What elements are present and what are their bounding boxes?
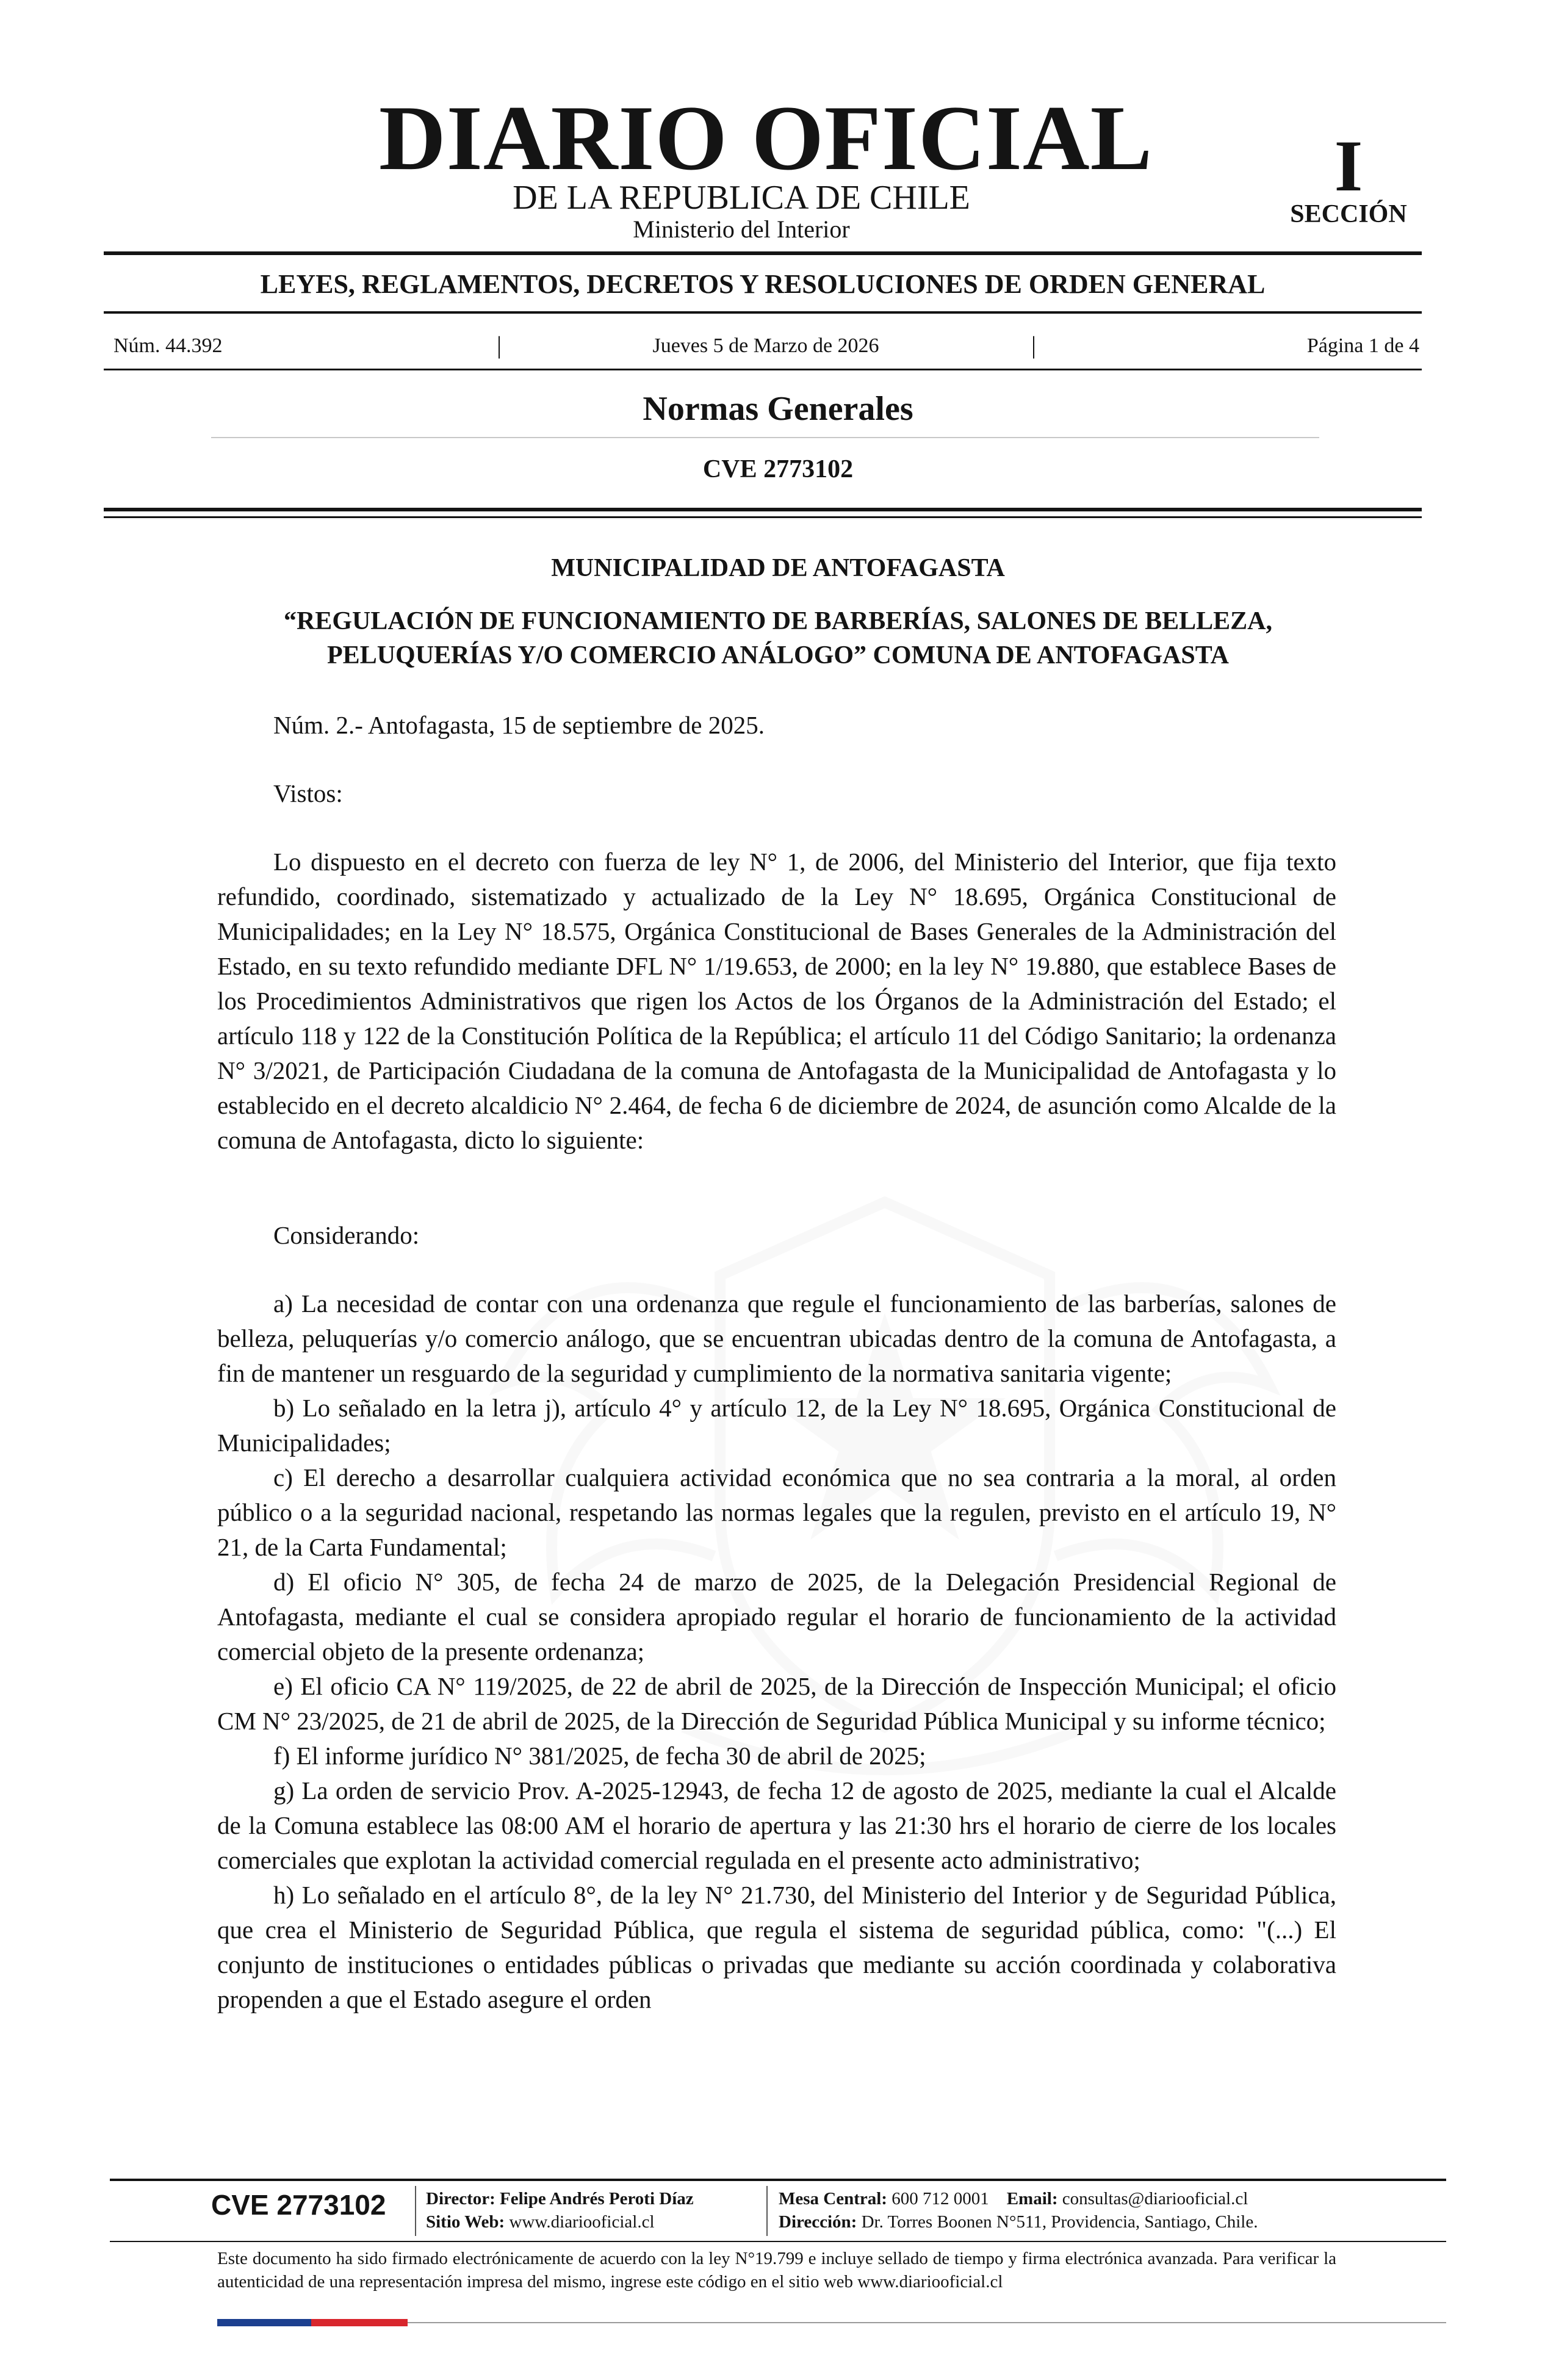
section-label: SECCIÓN: [1290, 200, 1407, 228]
regulation-title-line: PELUQUERÍAS Y/O COMERCIO ANÁLOGO” COMUNA DE ANTOFAGASTA: [327, 641, 1229, 669]
masthead-rule-top: [104, 251, 1422, 255]
email-link[interactable]: consultas@diariooficial.cl: [1062, 2189, 1248, 2209]
vistos-heading: Vistos:: [273, 779, 343, 807]
header-double-rule-top: [104, 508, 1422, 511]
considerando-list: [217, 1286, 1336, 2017]
phone-number: 600 712 0001: [891, 2189, 989, 2209]
section-number: I: [1334, 125, 1363, 206]
masthead-rule-mid: [104, 311, 1422, 314]
masthead-ministry: Ministerio del Interior: [633, 215, 850, 243]
flag-bar-blue: [217, 2319, 311, 2326]
footer-cve-code: CVE 2773102: [211, 2189, 386, 2221]
considerando-item: a) La necesidad de contar con una ordenanza que regule el funcionamiento de las barberías, salones de belleza, peluquerías y/o comercio análogo, que se encuentran ubicadas dentro de la comuna de Antofagasta, a fin de mantener un resguardo de la seguridad y cumplimiento de la normativa sanitaria vigente;: [217, 1289, 1336, 1387]
footer-website: [426, 2210, 655, 2234]
considerando-item: d) El oficio N° 305, de fecha 24 de marzo de 2025, de la Delegación Presidencial Regional de Antofagasta, mediante el cual se considera apropiado regular el horario de funcionamiento de la actividad comercial objeto de la presente ordenanza;: [217, 1568, 1336, 1665]
flag-bar-red: [311, 2319, 408, 2326]
footer-rule-top: [110, 2179, 1446, 2181]
footer-address: [779, 2210, 1258, 2234]
vistos-paragraph: [217, 845, 1336, 1158]
considerando-item: b) Lo señalado en la letra j), artículo 4° y artículo 12, de la Ley N° 18.695, Orgánica Constitucional de Municipalidades;: [217, 1394, 1336, 1457]
band-title: LEYES, REGLAMENTOS, DECRETOS Y RESOLUCIONES DE ORDEN GENERAL: [260, 269, 1266, 299]
considerando-item: h) Lo señalado en el artículo 8°, de la ley N° 21.730, del Ministerio del Interior y de Seguridad Pública, que crea el Ministerio de Seguridad Pública, que regula el sistema de seguridad pública, como: "(...) El conjunto de instituciones o entidades públicas o privadas que mediante su acción coordinada y colaborativa propenden a que el Estado asegure el orden: [217, 1881, 1336, 2013]
header-double-rule-bottom: [104, 516, 1422, 518]
email-label: Email:: [1006, 2189, 1058, 2209]
address-text: Dr. Torres Boonen N°511, Providencia, Santiago, Chile.: [861, 2212, 1258, 2232]
regulation-title: [140, 604, 1416, 673]
issue-number: Núm. 44.392: [113, 334, 223, 357]
footer-rule-bottom: [110, 2241, 1446, 2242]
footer-divider: [415, 2186, 416, 2236]
considerando-item: f) El informe jurídico N° 381/2025, de fecha 30 de abril de 2025;: [273, 1742, 926, 1770]
director-name: Felipe Andrés Peroti Díaz: [500, 2189, 694, 2209]
decree-line: Núm. 2.- Antofagasta, 15 de septiembre de 2025.: [273, 711, 765, 739]
meta-separator: |: [1031, 331, 1037, 359]
footer-director: [426, 2187, 694, 2210]
website-link[interactable]: www.diariooficial.cl: [509, 2212, 655, 2232]
considerando-heading: Considerando:: [273, 1221, 420, 1249]
cve-code: CVE 2773102: [702, 455, 854, 483]
section-title-underline: [211, 437, 1319, 438]
masthead-subtitle: DE LA REPUBLICA DE CHILE: [513, 179, 970, 217]
legal-notice: Este documento ha sido firmado electrónicamente de acuerdo con la ley N°19.799 e incluye sellado de tiempo y firma electrónica avanzada. Para verificar la autenticidad de una representación impresa del mismo, ingrese este código en el sitio web www.diariooficial.cl: [217, 2249, 1336, 2292]
issue-date: Jueves 5 de Marzo de 2026: [652, 334, 879, 357]
meta-rule: [104, 369, 1422, 370]
flag-bar-line: [408, 2322, 1446, 2323]
meta-separator: |: [497, 331, 502, 359]
footer-divider: [766, 2186, 768, 2236]
considerando-item: g) La orden de servicio Prov. A-2025-12943, de fecha 12 de agosto de 2025, mediante la cual el Alcalde de la Comuna establece las 08:00 AM el horario de apertura y las 21:30 hrs el horario de cierre de los locales comerciales que explotan la actividad comercial regulada en el presente acto administrativo;: [217, 1776, 1336, 1874]
section-title: Normas Generales: [643, 390, 913, 428]
director-label: Director:: [426, 2189, 495, 2209]
footer-contact: [779, 2187, 1248, 2210]
considerando-item: e) El oficio CA N° 119/2025, de 22 de abril de 2025, de la Dirección de Inspección Municipal; el oficio CM N° 23/2025, de 21 de abril de 2025, de la Dirección de Seguridad Pública Municipal y su informe técnico;: [217, 1672, 1336, 1735]
page-indicator: Página 1 de 4: [1306, 334, 1419, 357]
masthead-title: DIARIO OFICIAL: [378, 87, 1153, 189]
issuer-heading: MUNICIPALIDAD DE ANTOFAGASTA: [551, 554, 1005, 582]
address-label: Dirección:: [779, 2212, 857, 2232]
regulation-title-line: “REGULACIÓN DE FUNCIONAMIENTO DE BARBERÍAS, SALONES DE BELLEZA,: [283, 607, 1273, 635]
website-label: Sitio Web:: [426, 2212, 505, 2232]
considerando-item: c) El derecho a desarrollar cualquiera actividad económica que no sea contraria a la moral, al orden público o a la seguridad nacional, respetando las normas legales que la regulen, previsto en el artículo 19, N° 21, de la Carta Fundamental;: [217, 1463, 1336, 1561]
phone-label: Mesa Central:: [779, 2189, 887, 2209]
vistos-text: Lo dispuesto en el decreto con fuerza de ley N° 1, de 2006, del Ministerio del Interior, que fija texto refundido, coordinado, sistematizado y actualizado de la Ley N° 18.695, Orgánica Constitucional de Municipalidades; en la Ley N° 18.575, Orgánica Constitucional de Bases Generales de la Administración del Estado, en su texto refundido mediante DFL N° 1/19.653, de 2000; en la ley N° 19.880, que establece Bases de los Procedimientos Administrativos que rigen los Actos de los Órganos de la Administración del Estado; el artículo 118 y 122 de la Constitución Política de la República; el artículo 11 del Código Sanitario; la ordenanza N° 3/2021, de Participación Ciudadana de la comuna de Antofagasta de la Municipalidad de Antofagasta y lo establecido en el decreto alcaldicio N° 2.464, de fecha 6 de diciembre de 2024, de asunción como Alcalde de la comuna de Antofagasta, dicto lo siguiente:: [217, 848, 1336, 1154]
